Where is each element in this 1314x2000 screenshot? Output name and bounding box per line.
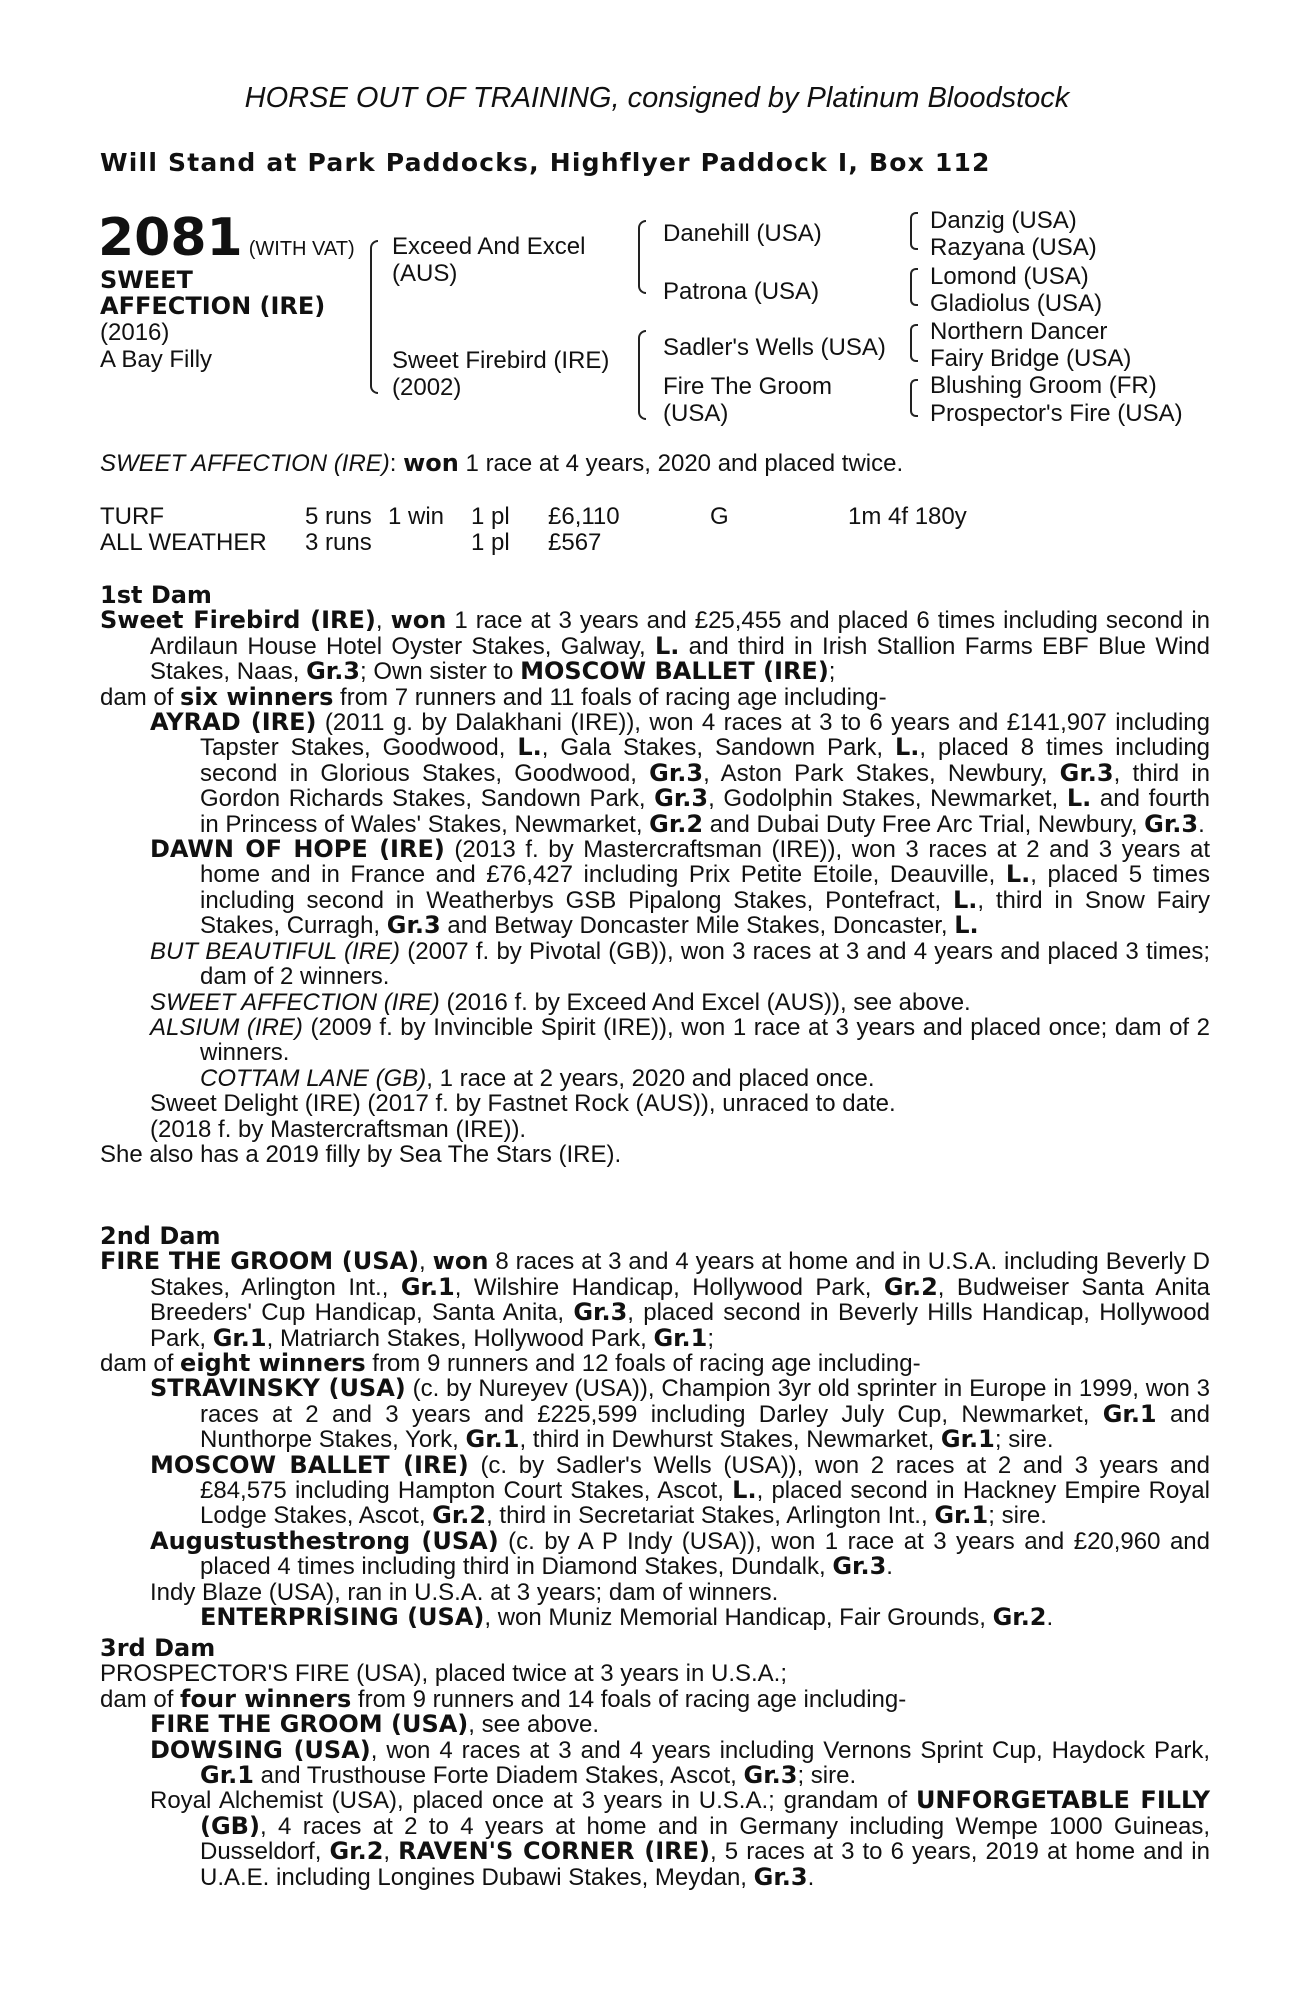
dawn-b: L. (1005, 860, 1031, 889)
but-a: (2007 f. by Pivotal (GB)), won 3 races at 3 and 4 years and placed 3 times; dam of 2 winners. (200, 937, 1210, 991)
sd-g3: Gr.3 (573, 1298, 628, 1327)
ayrad-name: AYRAD (IRE) (150, 708, 317, 737)
td-damof-b: four winners (180, 1684, 352, 1713)
produce-2019: She also has a 2019 filly by Sea The Stars (IRE). (100, 1140, 622, 1168)
ayrad-h: Gr.3 (1059, 758, 1114, 787)
pedigree-brace-g78 (910, 379, 918, 417)
royal-f: RAVEN'S CORNER (IRE) (398, 1837, 711, 1866)
strav-e: , third in Dewhurst Stakes, Newmarket, (519, 1426, 941, 1454)
cottam-a: , 1 race at 2 years, 2020 and placed once. (426, 1064, 875, 1092)
pedigree-sire: Exceed And Excel (392, 233, 586, 260)
td-damof-a: dam of (100, 1685, 181, 1713)
moscow-f: Gr.1 (934, 1501, 989, 1530)
lot-number-block (98, 208, 355, 268)
ayrad-b: L. (517, 733, 542, 762)
sd-g4: Gr.1 (212, 1323, 267, 1352)
first-dam-title: 1st Dam (100, 581, 212, 609)
pedigree-brace-sire (638, 220, 646, 294)
produce-sweet-delight: Sweet Delight (IRE) (2017 f. by Fastnet Rock (AUS)), unraced to date. (150, 1090, 896, 1118)
vat-label: (WITH VAT) (248, 238, 355, 260)
pedigree-g7: Blushing Groom (FR) (930, 372, 1157, 399)
pedigree-dam-dam: Fire The Groom (663, 373, 832, 400)
record-turf-distance: 1m 4f 180y (848, 503, 967, 530)
ayrad-k: , Godolphin Stakes, Newmarket, (708, 785, 1067, 813)
summary-colon: : (389, 450, 397, 477)
first-dam-text-c: ; Own sister to (360, 658, 521, 686)
second-dam-name: FIRE THE GROOM (USA) (100, 1247, 420, 1276)
produce-indy-blaze: Indy Blaze (USA), ran in U.S.A. at 3 years; dam of winners. (150, 1578, 779, 1606)
record-aw-prize: £567 (548, 529, 602, 556)
ayrad-d: L. (895, 733, 920, 762)
strav-g: ; sire. (994, 1426, 1054, 1454)
pedigree-g1: Danzig (USA) (930, 207, 1077, 234)
third-dam-section (100, 1636, 1210, 1890)
sd-e: , Matriarch Stakes, Hollywood Park, (266, 1324, 654, 1352)
dawn-h: L. (954, 911, 979, 940)
royal-c: , 4 races at 2 to 4 years at home and in Germany including Wempe 1000 Guineas, Dusseldorf, (200, 1812, 1210, 1866)
sd-g5: Gr.1 (653, 1323, 708, 1352)
moscow-name: MOSCOW BALLET (IRE) (150, 1450, 469, 1479)
ayrad-q: . (1198, 810, 1205, 838)
first-dam-won: won (390, 606, 447, 635)
record-aw-placed: 1 pl (471, 529, 510, 556)
record-turf-runs: 5 runs (305, 503, 372, 530)
race-summary (100, 449, 903, 478)
strav-c: and Nunthorpe Stakes, York, (200, 1400, 1210, 1454)
moscow-c: , placed second in Hackney Empire Royal Lodge Stakes, Ascot, (200, 1477, 1210, 1530)
royal-i: . (807, 1863, 815, 1891)
first-dam-section (100, 583, 1210, 1167)
produce-dowsing (100, 1735, 1210, 1790)
sweet-a: (2016 f. by Exceed And Excel (AUS)), see above. (439, 988, 971, 1016)
pedigree-dam-dam-country: (USA) (663, 400, 729, 427)
pedigree-g8: Prospector's Fire (USA) (930, 400, 1183, 427)
produce-2018: (2018 f. by Mastercraftsman (IRE)). (150, 1115, 527, 1143)
first-dam-text-d: ; (828, 658, 836, 686)
first-dam-group: Gr.3 (306, 657, 361, 686)
first-dam-summary (100, 608, 1210, 684)
third-dam-title: 3rd Dam (100, 1634, 216, 1662)
sd-damof-a: dam of (100, 1350, 181, 1378)
second-dam-produce-line (100, 1351, 1210, 1376)
produce-royal-alchemist (100, 1788, 1210, 1890)
cottam-name: COTTAM LANE (GB) (200, 1064, 427, 1092)
pedigree-g4: Gladiolus (USA) (930, 290, 1103, 317)
aug-b: Gr.3 (832, 1552, 887, 1581)
pedigree-dam-sire: Sadler's Wells (USA) (663, 334, 886, 361)
dawn-f: Gr.3 (386, 911, 441, 940)
dows-name: DOWSING (USA) (150, 1735, 371, 1764)
second-dam-section (100, 1224, 1210, 1631)
pedigree-sire-country: (AUS) (392, 260, 458, 287)
produce-dawn-of-hope (100, 837, 1210, 939)
summary-won: won (403, 449, 459, 477)
summary-horse-name: SWEET AFFECTION (IRE) (100, 450, 390, 477)
ayrad-m: and fourth in Princess of Wales' Stakes, Newmarket, (200, 785, 1210, 838)
moscow-b: L. (732, 1476, 757, 1505)
record-aw-runs: 3 runs (305, 529, 372, 556)
dawn-c: , placed 5 times including second in Weatherbys GSB Pipalong Stakes, Pontefract, (200, 861, 1210, 914)
ayrad-g: , Aston Park Stakes, Newbury, (703, 759, 1060, 787)
pedigree-brace-g56 (910, 324, 918, 362)
ayrad-p: Gr.3 (1144, 809, 1199, 838)
record-turf-wins: 1 win (388, 503, 445, 530)
produce-stravinsky (100, 1376, 1210, 1452)
dows-d: Gr.3 (743, 1761, 798, 1790)
but-name: BUT BEAUTIFUL (IRE) (150, 937, 401, 965)
dows-e: ; sire. (797, 1762, 857, 1790)
ent-c: . (1046, 1604, 1054, 1632)
aug-c: . (886, 1553, 893, 1581)
pedigree-dam: Sweet Firebird (IRE) (392, 347, 610, 374)
ayrad-i: , third in Gordon Richards Stakes, Sandown Park, (200, 759, 1211, 813)
td-damof-c: from 9 runners and 14 foals of racing age including- (351, 1685, 907, 1713)
record-turf-surface: TURF (100, 503, 164, 530)
dawn-g: and Betway Doncaster Mile Stakes, Doncaster, (440, 912, 955, 940)
strav-f: Gr.1 (940, 1425, 995, 1454)
pedigree-g6: Fairy Bridge (USA) (930, 345, 1132, 372)
pedigree-g5: Northern Dancer (930, 318, 1108, 345)
ayrad-c: , Gala Stakes, Sandown Park, (541, 734, 895, 762)
sd-damof-c: from 9 runners and 12 foals of racing age including- (365, 1350, 921, 1378)
dawn-d: L. (952, 885, 978, 914)
horse-description: A Bay Filly (100, 346, 213, 373)
moscow-g: ; sire. (988, 1502, 1047, 1530)
pedigree-brace-g12 (910, 212, 918, 250)
record-aw-surface: ALL WEATHER (100, 529, 267, 556)
first-dam-damof-a: dam of (100, 683, 181, 711)
produce-sweet-affection (100, 990, 1210, 1015)
royal-b: UNFORGETABLE FILLY (GB) (200, 1786, 1210, 1840)
ent-name: ENTERPRISING (USA) (200, 1603, 485, 1632)
ayrad-e: , placed 8 times including second in Glorious Stakes, Goodwood, (200, 734, 1211, 787)
summary-rest: 1 race at 4 years, 2020 and placed twice. (465, 450, 904, 477)
produce-alsium (100, 1015, 1210, 1066)
dows-b: Gr.1 (200, 1761, 254, 1790)
ayrad-j: Gr.3 (654, 784, 709, 813)
sd-d: , placed second in Beverly Hills Handicap, Hollywood Park, (150, 1299, 1211, 1352)
produce-enterprising (100, 1605, 1210, 1630)
first-dam-sister: MOSCOW BALLET (IRE) (520, 657, 829, 686)
dows-c: and Trusthouse Forte Diadem Stakes, Ascot, (253, 1762, 744, 1790)
ayrad-f: Gr.3 (649, 758, 704, 787)
horse-year: (2016) (100, 319, 170, 346)
ayrad-n: Gr.2 (649, 809, 704, 838)
dawn-a: (2013 f. by Mastercraftsman (IRE)), won 3 races at 2 and 3 years at home and in France and £76,427 including Prix Petite Etoile, Deauville, (200, 836, 1210, 889)
alsium-a: (2009 f. by Invincible Spirit (IRE)), won 1 race at 3 years and placed once; dam of 2 winners. (200, 1013, 1210, 1067)
alsium-name: ALSIUM (IRE) (150, 1013, 303, 1041)
first-dam-name: Sweet Firebird (IRE) (100, 606, 376, 635)
aug-a: (c. by A P Indy (USA)), won 1 race at 3 years and £20,960 and placed 4 times including third in Diamond Stakes, Dundalk, (200, 1527, 1210, 1581)
produce-moscow-ballet (100, 1450, 1211, 1530)
lot-number: 2081 (98, 208, 243, 268)
first-dam-text-b: and third in Irish Stallion Farms EBF Blue Wind Stakes, Naas, (150, 632, 1211, 686)
horse-name-line1: SWEET (100, 266, 193, 294)
first-dam-produce-line (100, 682, 1210, 711)
second-dam-summary (100, 1249, 1210, 1351)
royal-d: Gr.2 (329, 1837, 384, 1866)
horse-name-line2: AFFECTION (IRE) (100, 292, 326, 320)
pedigree-dam-year: (2002) (392, 374, 462, 401)
first-dam-listed: L. (654, 631, 680, 660)
produce-augustusthestrong (100, 1526, 1210, 1581)
produce-fire-the-groom (100, 1712, 1210, 1737)
dows-a: , won 4 races at 3 and 4 years including Vernons Sprint Cup, Haydock Park, (370, 1736, 1210, 1764)
record-turf-placed: 1 pl (471, 503, 510, 530)
sweet-name: SWEET AFFECTION (IRE) (150, 988, 440, 1016)
first-dam-damof-b: six winners (180, 682, 334, 711)
strav-b: Gr.1 (1102, 1399, 1157, 1428)
sd-damof-b: eight winners (180, 1349, 366, 1378)
royal-h: Gr.3 (753, 1862, 808, 1891)
sd-g2: Gr.2 (883, 1272, 938, 1301)
third-dam-produce-line (100, 1684, 1210, 1713)
pedigree-brace-dam (638, 330, 646, 420)
pedigree-brace-main (370, 240, 378, 394)
stand-location: Will Stand at Park Paddocks, Highflyer Paddock I, Box 112 (100, 148, 991, 177)
pedigree-sire-sire: Danehill (USA) (663, 220, 822, 247)
aug-name: Augustusthestrong (USA) (150, 1526, 499, 1555)
record-turf-prize: £6,110 (548, 503, 620, 530)
first-dam-sep: , (375, 607, 391, 635)
second-dam-title: 2nd Dam (100, 1222, 221, 1250)
fire-name: FIRE THE GROOM (USA) (150, 1710, 469, 1739)
first-dam-text-a: 1 race at 3 years and £25,455 and placed 6 times including second in Ardilaun House Hotel Oyster Stakes, Galway, (150, 607, 1211, 660)
pedigree-g2: Razyana (USA) (930, 234, 1097, 261)
strav-a: (c. by Nureyev (USA)), Champion 3yr old sprinter in Europe in 1999, won 3 races at 2 and 3 years and £225,599 including Darley July Cup, Newmarket, (200, 1375, 1210, 1428)
ent-a: , won Muniz Memorial Handicap, Fair Grounds, (484, 1604, 993, 1632)
produce-ayrad (100, 710, 1210, 837)
sd-a: 8 races at 3 and 4 years at home and in U.S.A. including Beverly D Stakes, Arlington Int., (150, 1248, 1210, 1301)
second-dam-sep: , (419, 1248, 433, 1276)
page-header: HORSE OUT OF TRAINING, consigned by Platinum Bloodstock (244, 82, 1070, 114)
ayrad-o: and Dubai Duty Free Arc Trial, Newbury, (703, 810, 1145, 838)
moscow-a: (c. by Sadler's Wells (USA)), won 2 races at 2 and 3 years and £84,575 including Hampton Court Stakes, Ascot, (200, 1451, 1211, 1505)
sd-c: , Budweiser Santa Anita Breeders' Cup Handicap, Santa Anita, (150, 1273, 1210, 1327)
sd-f: ; (707, 1324, 715, 1352)
royal-a: Royal Alchemist (USA), placed once at 3 years in U.S.A.; grandam of (150, 1787, 916, 1815)
pedigree-brace-g34 (910, 268, 918, 306)
produce-but-beautiful (100, 939, 1210, 990)
royal-g: , 5 races at 3 to 6 years, 2019 at home and in U.A.E. including Longines Dubawi Stakes, Meydan, (200, 1838, 1210, 1891)
sd-g1: Gr.1 (400, 1272, 455, 1301)
fire-a: , see above. (468, 1711, 600, 1739)
dawn-e: , third in Snow Fairy Stakes, Curragh, (200, 886, 1210, 940)
first-dam-damof-c: from 7 runners and 11 foals of racing age including- (333, 683, 887, 711)
sd-b: , Wilshire Handicap, Hollywood Park, (454, 1273, 884, 1301)
ent-b: Gr.2 (992, 1603, 1047, 1632)
ayrad-a: (2011 g. by Dalakhani (IRE)), won 4 races at 3 to 6 years and £141,907 including Tapster Stakes, Goodwood, (200, 709, 1210, 762)
ayrad-l: L. (1066, 784, 1092, 813)
pedigree-sire-dam: Patrona (USA) (663, 278, 820, 305)
moscow-e: , third in Secretariat Stakes, Arlington Int., (486, 1502, 935, 1530)
second-dam-won: won (432, 1247, 489, 1276)
royal-e: , (383, 1838, 399, 1866)
dawn-name: DAWN OF HOPE (IRE) (150, 835, 445, 864)
record-turf-going: G (710, 503, 729, 530)
pedigree-g3: Lomond (USA) (930, 263, 1089, 290)
strav-name: STRAVINSKY (USA) (150, 1374, 406, 1403)
strav-d: Gr.1 (465, 1425, 520, 1454)
third-dam-summary: PROSPECTOR'S FIRE (USA), placed twice at 3 years in U.S.A.; (100, 1660, 788, 1688)
moscow-d: Gr.2 (432, 1501, 487, 1530)
produce-cottam-lane (100, 1066, 1210, 1091)
